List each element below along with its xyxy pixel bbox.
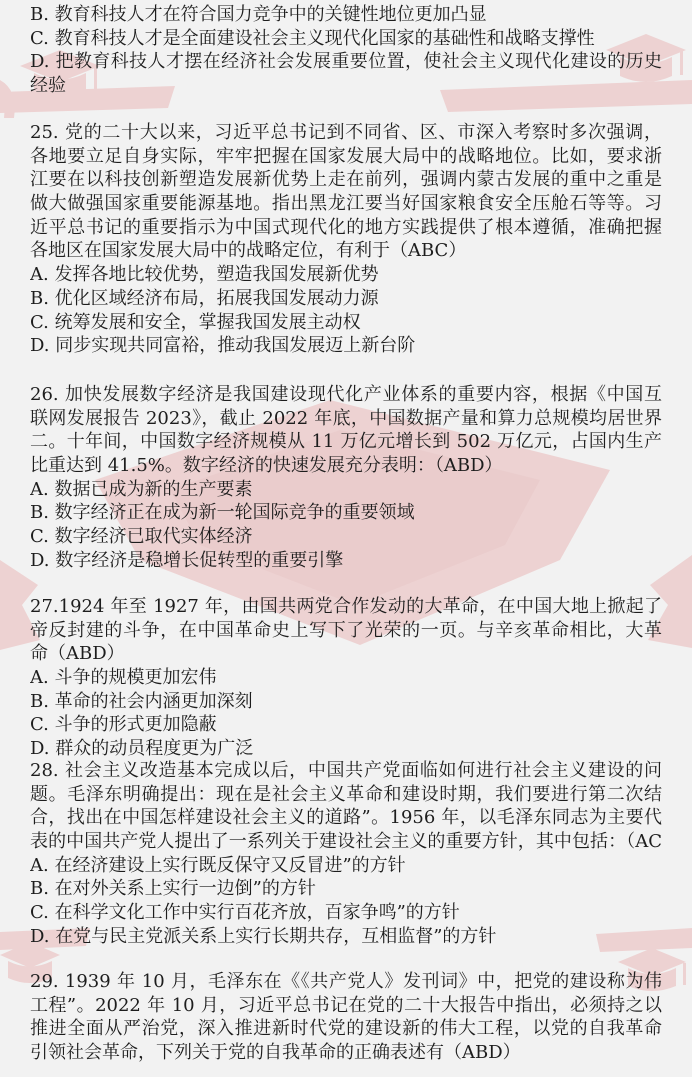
question-27-option-c: C. 斗争的形式更加隐蔽: [30, 714, 217, 736]
question-25-stem-line-5: 近平总书记的重要指示为中国式现代化的地方实践提供了根本遵循，准确把握: [30, 216, 662, 238]
question-24-option-b: B. 教育科技人才在符合国力竞争中的关键性地位更加凸显: [30, 4, 487, 25]
question-28-option-c: C. 在科学文化工作中实行百花齐放，百家争鸣”的方针: [30, 902, 460, 924]
question-27-stem-line-2: 帝反封建的斗争，在中国革命史上写下了光荣的一页。与辛亥革命相比，大革: [30, 619, 662, 641]
question-28-stem-line-2: 题。毛泽东明确提出：现在是社会主义革命和建设时期，我们要进行第二次结: [30, 783, 662, 805]
question-25-stem-line-3: 江要在以科技创新塑造发展新优势上走在前列，强调内蒙古发展的重中之重是: [30, 169, 662, 191]
question-28: [30, 759, 662, 949]
question-29-stem-line-1: 29. 1939 年 10 月，毛泽东在《《共产党人》发刊词》中，把党的建设称为伟: [30, 971, 662, 992]
question-27-stem-line-1: 27.1924 年至 1927 年，由国共两党合作发动的大革命，在中国大地上掀起了: [30, 596, 662, 617]
question-25-option-a: A. 发挥各地比较优势，塑造我国发展新优势: [30, 264, 379, 286]
question-24-option-d-line-1: D. 把教育科技人才摆在经济社会发展重要位置，使社会主义现代化建设的历史: [30, 51, 662, 73]
question-27-option-a: A. 斗争的规模更加宏伟: [30, 667, 217, 689]
question-26-option-c: C. 数字经济已取代实体经济: [30, 526, 253, 548]
question-29: [30, 970, 662, 1065]
question-28-stem-line-4: 表的中国共产党人提出了一系列关于建设社会主义的重要方针，其中包括：（AC: [30, 831, 662, 853]
question-26-stem-line-1: 26. 加快发展数字经济是我国建设现代化产业体系的重要内容，根据《中国互: [30, 384, 662, 405]
question-25-stem-line-1: 25. 党的二十大以来，习近平总书记到不同省、区、市深入考察时多次强调，: [30, 122, 662, 143]
question-24-options-tail: [30, 3, 662, 98]
question-27-option-b: B. 革命的社会内涵更加深刻: [30, 690, 253, 712]
question-28-option-b: B. 在对外关系上实行一边倒”的方针: [30, 878, 316, 900]
question-27-stem-line-3: 命（ABD）: [30, 643, 125, 665]
question-28-stem-line-3: 合，找出在中国怎样建设社会主义的道路”。1956 年，以毛泽东同志为主要代: [30, 807, 662, 829]
question-26-stem-line-2: 联网发展报告 2023》，截止 2022 年底，中国数据产量和算力总规模均居世界: [30, 407, 662, 429]
question-26-option-a: A. 数据已成为新的生产要素: [30, 478, 253, 500]
question-29-stem-line-2: 工程”。2022 年 10 月，习近平总书记在党的二十大报告中指出，必须持之以: [30, 994, 662, 1016]
question-28-option-a: A. 在经济建设上实行既反保守又反冒进”的方针: [30, 854, 406, 876]
question-29-stem-line-4: 引领社会革命，下列关于党的自我革命的正确表述有（ABD）: [30, 1042, 521, 1064]
question-25: [30, 121, 662, 358]
question-26-stem-line-4: 比重达到 41.5%。数字经济的快速发展充分表明：（ABD）: [30, 455, 503, 477]
question-26: [30, 383, 662, 573]
question-28-option-d: D. 在党与民主党派关系上实行长期共存，互相监督”的方针: [30, 925, 497, 947]
question-25-stem-line-2: 各地要立足自身实际，牢牢把握在国家发展大局中的战略地位。比如，要求浙: [30, 145, 662, 167]
question-24-option-d-line-2: 经验: [30, 75, 66, 97]
question-25-option-d: D. 同步实现共同富裕，推动我国发展迈上新台阶: [30, 335, 416, 357]
question-25-option-c: C. 统筹发展和安全，掌握我国发展主动权: [30, 311, 361, 333]
question-29-stem-line-3: 推进全面从严治党，深入推进新时代党的建设新的伟大工程，以党的自我革命: [30, 1018, 662, 1040]
question-27-option-d: D. 群众的动员程度更为广泛: [30, 738, 254, 760]
question-25-stem-line-4: 做大做强国家重要能源基地。指出黑龙江要当好国家粮食安全压舱石等等。习: [30, 193, 662, 215]
question-26-stem-line-3: 二。十年间，中国数字经济规模从 11 万亿元增长到 502 万亿元，占国内生产: [30, 431, 662, 453]
question-28-stem-line-1: 28. 社会主义改造基本完成以后，中国共产党面临如何进行社会主义建设的问: [30, 760, 662, 781]
question-27: [30, 595, 662, 761]
question-26-option-b: B. 数字经济正在成为新一轮国际竞争的重要领域: [30, 502, 415, 524]
question-26-option-d: D. 数字经济是稳增长促转型的重要引擎: [30, 549, 344, 571]
question-25-option-b: B. 优化区域经济布局，拓展我国发展动力源: [30, 287, 379, 309]
question-25-stem-line-6: 各地区在国家发展大局中的战略定位，有利于（ABC）: [30, 240, 467, 262]
question-24-option-c: C. 教育科技人才是全面建设社会主义现代化国家的基础性和战略支撑性: [30, 27, 595, 49]
